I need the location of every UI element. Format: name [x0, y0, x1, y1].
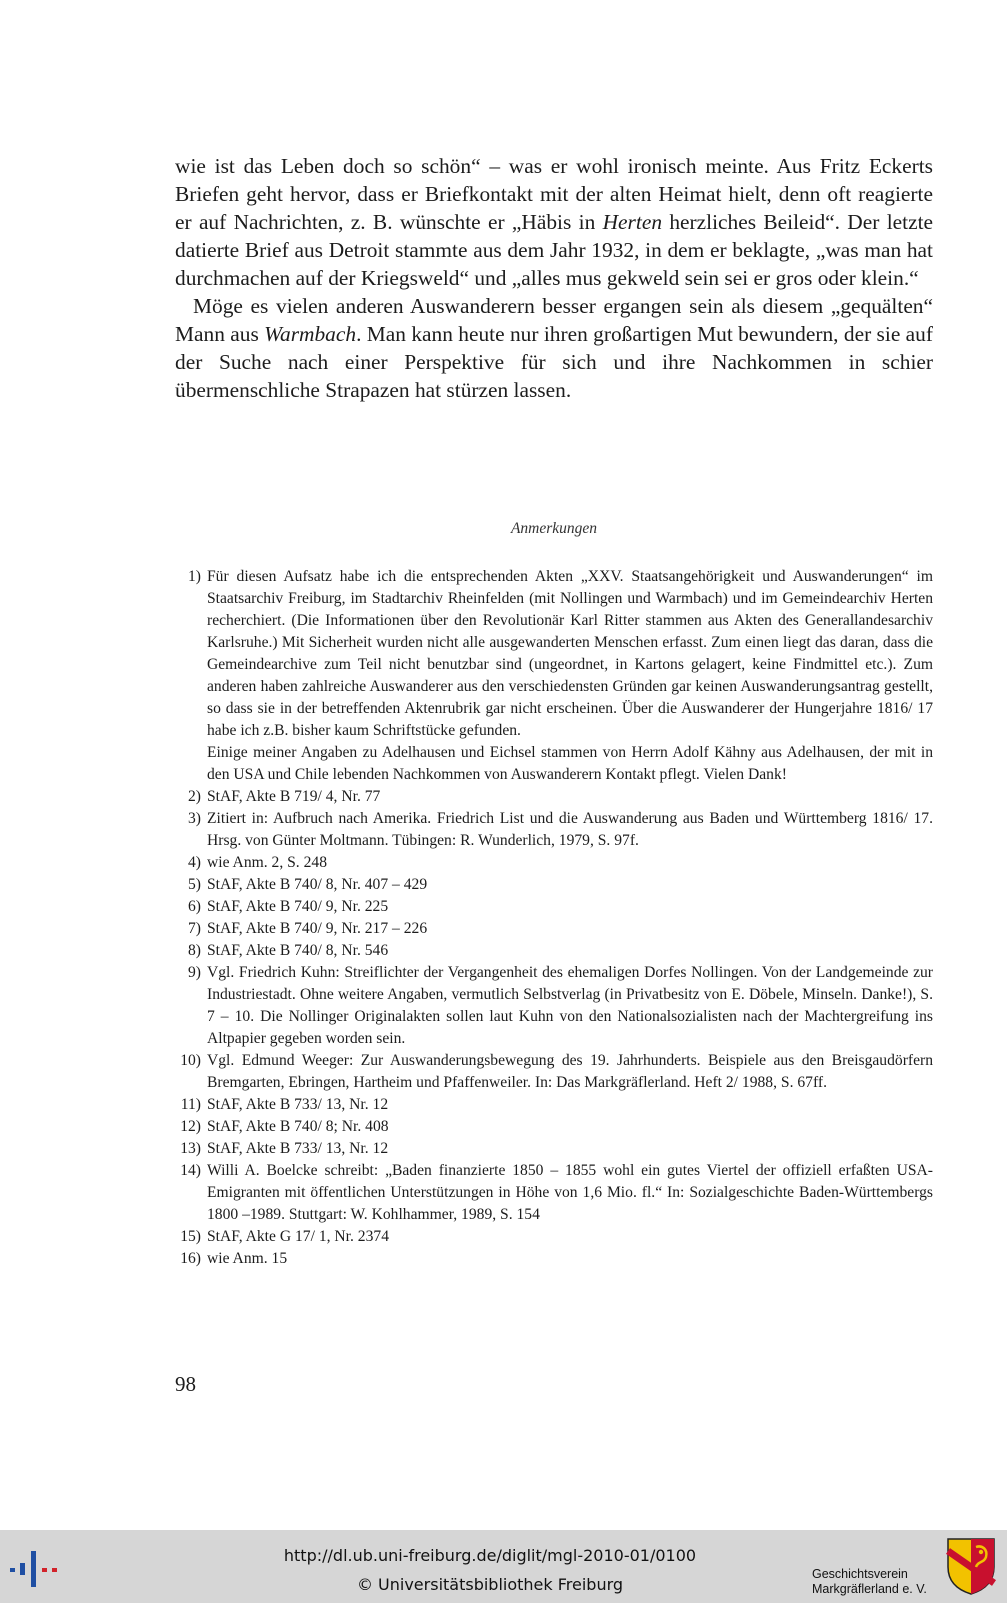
note-text: Einige meiner Angaben zu Adelhausen und Eichsel stammen von Herrn Adolf Kähny aus Adelhausen, der mit in den USA und Chile lebenden Nachkommen von Auswanderern Kontakt pflegt. Vielen Dank! [207, 744, 933, 783]
note-item [175, 1094, 933, 1116]
coat-of-arms-icon [946, 1537, 996, 1595]
note-item [175, 1116, 933, 1138]
note-text: Für diesen Aufsatz habe ich die entsprechenden Akten „XXV. Staatsangehörigkeit und Auswanderungen“ im Staatsarchiv Freiburg, im Stadtarchiv Rheinfelden (mit Nollingen und Warmbach) und im Gemeindearchiv Herten recherchiert. (Die Informationen über den Revolutionär Karl Ritter stammen aus Akten des Generallandesarchiv Karlsruhe.) Mit Sicherheit wurden nicht alle ausgewanderten Menschen erfasst. Zum einen liegt das daran, dass die Gemeindearchive zum Teil nicht benutzbar sind (ungeordnet, in Kartons gelagert, keine Findmittel etc.). Zum anderen haben zahlreiche Auswanderer aus den verschiedensten Gründen gar keinen Auswanderungsantrag gestellt, so dass sie in der betreffenden Aktenrubrik gar nicht erscheinen. Über die Auswanderer der Hungerjahre 1816/ 17 habe ich z.B. bisher kaum Schriftstücke gefunden. [207, 568, 933, 739]
note-item [175, 896, 933, 918]
note-item [175, 786, 933, 808]
note-number: 5) [188, 876, 201, 893]
university-library-logo-icon [10, 1549, 62, 1589]
note-number: 15) [180, 1228, 201, 1245]
note-number: 6) [188, 898, 201, 915]
paragraph: wie ist das Leben doch so schön“ – was er wohl ironisch meinte. Aus Fritz Eckerts Briefen geht hervor, dass er Briefkontakt mit der alten Heimat hielt, denn oft reagierte er auf Nachrichten, z. B. wünschte er „Häbis in Herten herzliches Beileid“. Der letzte datierte Brief aus Detroit stammte aus dem Jahr 1932, in dem er beklagte, „was man hat durchmachen auf der Kriegsweld“ und „alles mus gekweld sein sei er gros oder klein.“ [175, 154, 934, 290]
note-number: 12) [180, 1118, 201, 1135]
note-item [175, 566, 933, 786]
note-item [175, 852, 933, 874]
note-item [175, 1050, 933, 1094]
note-text: StAF, Akte B 740/ 9, Nr. 217 – 226 [207, 920, 428, 937]
note-number: 4) [188, 854, 201, 871]
note-number: 10) [180, 1052, 201, 1069]
association-name-line: Markgräflerland e. V. [812, 1582, 927, 1596]
note-text: StAF, Akte G 17/ 1, Nr. 2374 [207, 1228, 389, 1245]
note-item [175, 1248, 933, 1270]
note-item [175, 918, 933, 940]
note-text: Willi A. Boelcke schreibt: „Baden finanzierte 1850 – 1855 wohl ein gutes Viertel der offiziell erfaßten USA-Emigranten mit öffentlichen Unterstützungen in Höhe von 1,6 Mio. fl.“ In: Sozialgeschichte Baden-Württembergs 1800 –1989. Stuttgart: W. Kohlhammer, 1989, S. 154 [207, 1162, 933, 1223]
note-text: Vgl. Edmund Weeger: Zur Auswanderungsbewegung des 19. Jahrhunderts. Beispiele aus den Breisgaudörfern Bremgarten, Ebringen, Hartheim und Pfaffenweiler. In: Das Markgräflerland. Heft 2/ 1988, S. 67ff. [207, 1052, 933, 1091]
note-text: StAF, Akte B 719/ 4, Nr. 77 [207, 788, 381, 805]
note-item [175, 962, 933, 1050]
note-text: wie Anm. 2, S. 248 [207, 854, 327, 871]
place-name: Warmbach [264, 322, 357, 346]
source-url-link[interactable]: http://dl.ub.uni-freiburg.de/diglit/mgl-2010-01/0100 [283, 1546, 697, 1565]
note-item [175, 1226, 933, 1248]
paragraph: Möge es vielen anderen Auswanderern besser ergangen sein als diesem „gequälten“ Mann aus Warmbach. Man kann heute nur ihren großartigen Mut bewundern, der sie auf der Suche nach einer Perspektive für sich und ihre Nachkommen in schier übermenschliche Strapazen hat stürzen lassen. [175, 294, 933, 402]
note-number: 14) [180, 1162, 201, 1179]
note-text: Vgl. Friedrich Kuhn: Streiflichter der Vergangenheit des ehemaligen Dorfes Nollingen. Von der Landgemeinde zur Industriestadt. Ohne weitere Angaben, vermutlich Selbstverlag (in Privatbesitz von E. Döbele, Minseln. Danke!), S. 7 – 10. Die Nollinger Originalakten sollen laut Kuhn von den Nationalsozialisten nach der Machtergreifung ins Altpapier gegeben worden sein. [207, 964, 933, 1047]
note-number: 1) [188, 568, 201, 585]
note-text: wie Anm. 15 [207, 1250, 288, 1267]
note-number: 11) [180, 1096, 201, 1113]
notes-heading: Anmerkungen [510, 520, 598, 537]
note-number: 2) [188, 788, 201, 805]
note-item [175, 874, 933, 896]
note-text: Zitiert in: Aufbruch nach Amerika. Friedrich List und die Auswanderung aus Baden und Württemberg 1816/ 17. Hrsg. von Günter Moltmann. Tübingen: R. Wunderlich, 1979, S. 97f. [207, 810, 933, 849]
main-text [175, 152, 933, 404]
note-item [175, 1138, 933, 1160]
place-name: Herten [602, 210, 663, 234]
association-name [812, 1567, 942, 1597]
note-number: 13) [180, 1140, 201, 1157]
note-number: 9) [188, 964, 201, 981]
note-text: StAF, Akte B 740/ 9, Nr. 225 [207, 898, 389, 915]
note-text: StAF, Akte B 740/ 8, Nr. 407 – 429 [207, 876, 428, 893]
footer-bar [0, 1530, 1007, 1603]
association-name-line: Geschichtsverein [812, 1567, 908, 1581]
note-text: StAF, Akte B 740/ 8, Nr. 546 [207, 942, 389, 959]
notes-list [175, 566, 933, 1270]
note-number: 7) [188, 920, 201, 937]
copyright-notice: © Universitätsbibliothek Freiburg [356, 1575, 624, 1594]
page-number: 98 [175, 1372, 196, 1396]
note-item [175, 808, 933, 852]
note-text: StAF, Akte B 740/ 8; Nr. 408 [207, 1118, 389, 1135]
note-number: 8) [188, 942, 201, 959]
note-number: 3) [188, 810, 201, 827]
note-item [175, 940, 933, 962]
note-item [175, 1160, 933, 1226]
note-number: 16) [180, 1250, 201, 1267]
note-text: StAF, Akte B 733/ 13, Nr. 12 [207, 1140, 389, 1157]
note-text: StAF, Akte B 733/ 13, Nr. 12 [207, 1096, 389, 1113]
